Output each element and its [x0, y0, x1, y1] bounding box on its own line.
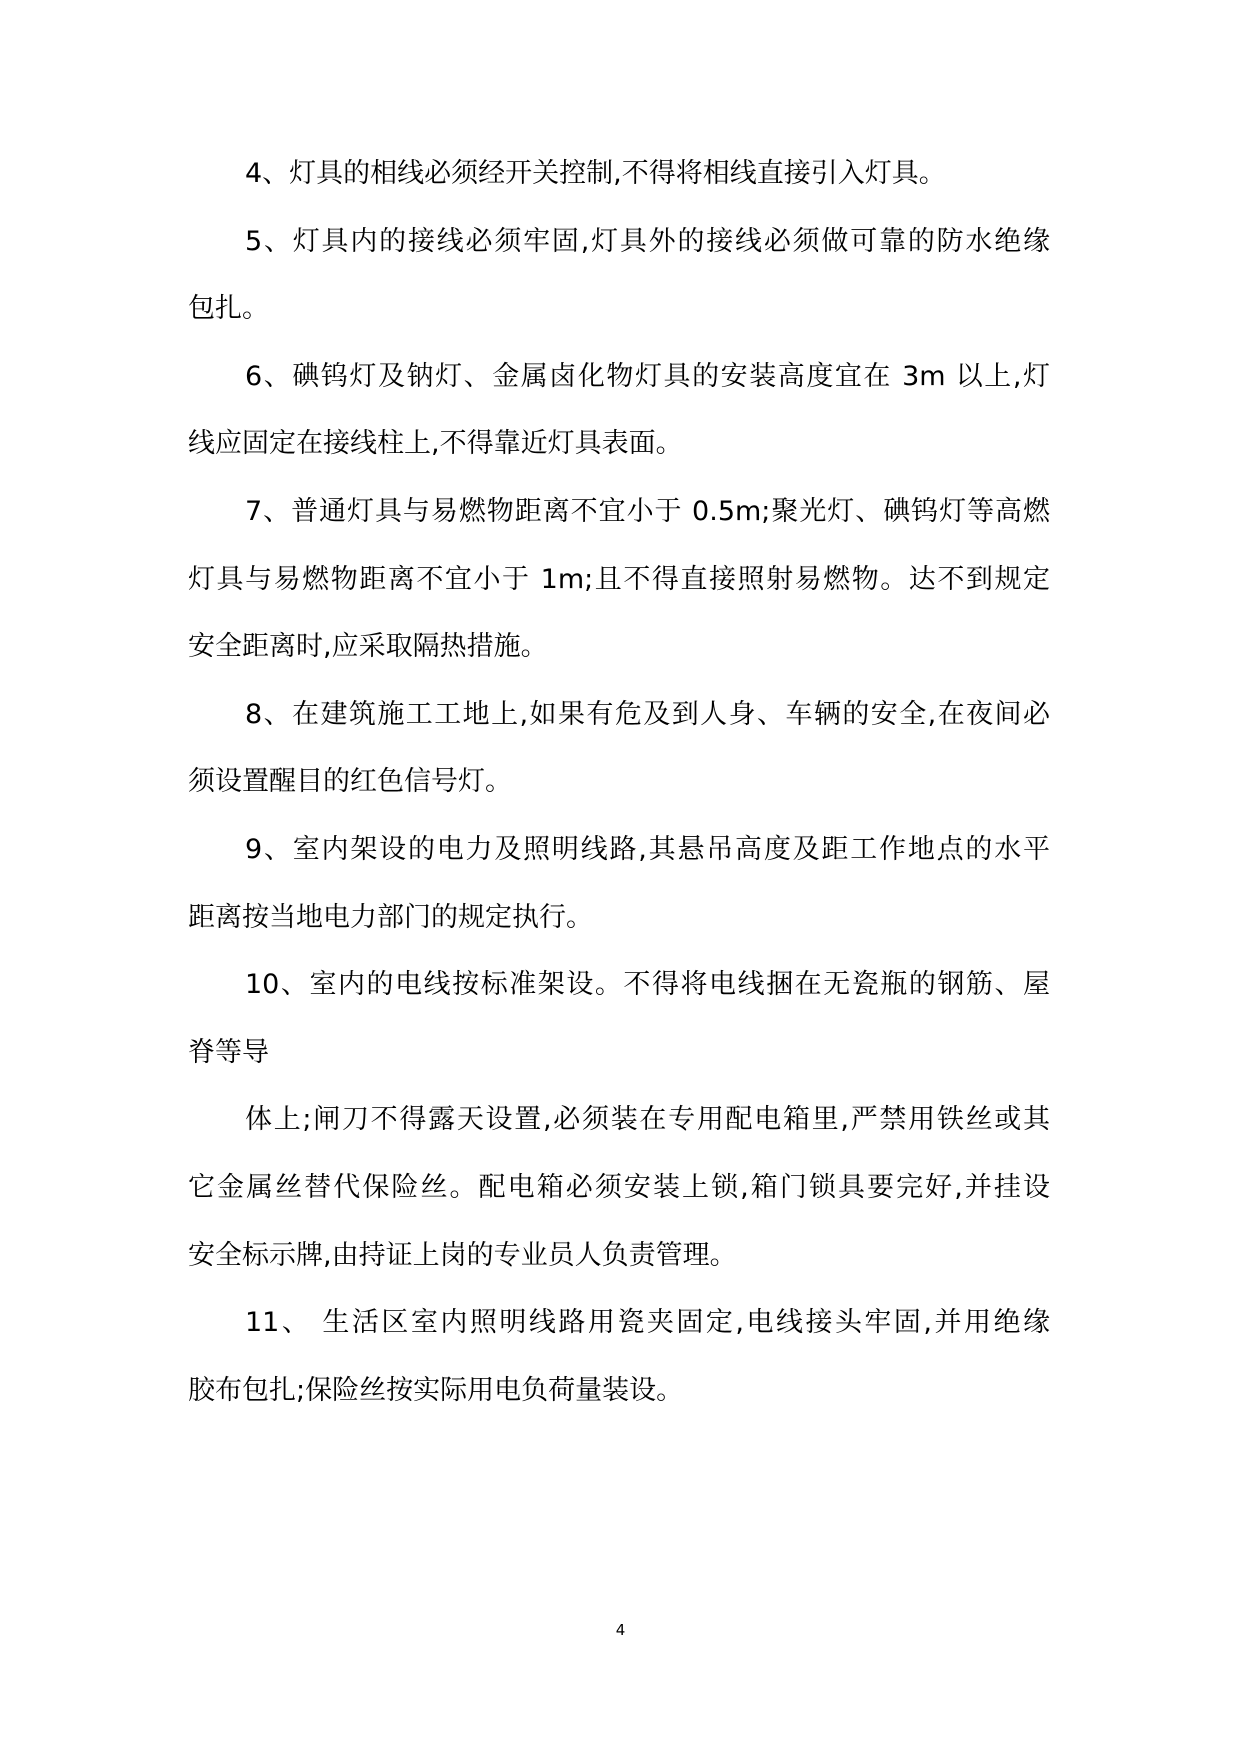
text-line: 灯具与易燃物距离不宜小于 1m;且不得直接照射易燃物。达不到规定: [188, 563, 1050, 595]
text-line: 须设置醒目的红色信号灯。: [188, 766, 512, 798]
text-line: 脊等导: [188, 1036, 269, 1068]
text-line: 7、普通灯具与易燃物距离不宜小于 0.5m;聚光灯、碘钨灯等高燃: [245, 495, 1050, 527]
text-line: 4、灯具的相线必须经开关控制,不得将相线直接引入灯具。: [245, 158, 946, 189]
text-line: 胶布包扎;保险丝按实际用电负荷量装设。: [188, 1374, 684, 1406]
text-line: 10、室内的电线按标准架设。不得将电线捆在无瓷瓶的钢筋、屋: [245, 969, 1050, 1001]
text-line: 11、 生活区室内照明线路用瓷夹固定,电线接头牢固,并用绝缘: [245, 1307, 1050, 1339]
text-line: 线应固定在接线柱上,不得靠近灯具表面。: [188, 428, 683, 460]
body-text: [188, 140, 1050, 1424]
text-line: 距离按当地电力部门的规定执行。: [188, 901, 593, 933]
page-number: 4: [615, 1621, 626, 1639]
text-line: 6、碘钨灯及钠灯、金属卤化物灯具的安装高度宜在 3m 以上,灯: [245, 360, 1050, 392]
text-line: 包扎。: [188, 293, 269, 325]
text-line: 9、室内架设的电力及照明线路,其悬吊高度及距工作地点的水平: [245, 833, 1050, 865]
text-line: 5、灯具内的接线必须牢固,灯具外的接线必须做可靠的防水绝缘: [245, 225, 1050, 257]
text-line: 8、在建筑施工工地上,如果有危及到人身、车辆的安全,在夜间必: [245, 698, 1050, 730]
text-line: 安全标示牌,由持证上岗的专业员人负责管理。: [188, 1239, 737, 1271]
text-line: 它金属丝替代保险丝。配电箱必须安装上锁,箱门锁具要完好,并挂设: [188, 1171, 1050, 1203]
text-line: 安全距离时,应采取隔热措施。: [188, 631, 548, 663]
text-line: 体上;闸刀不得露天设置,必须装在专用配电箱里,严禁用铁丝或其: [245, 1104, 1050, 1136]
